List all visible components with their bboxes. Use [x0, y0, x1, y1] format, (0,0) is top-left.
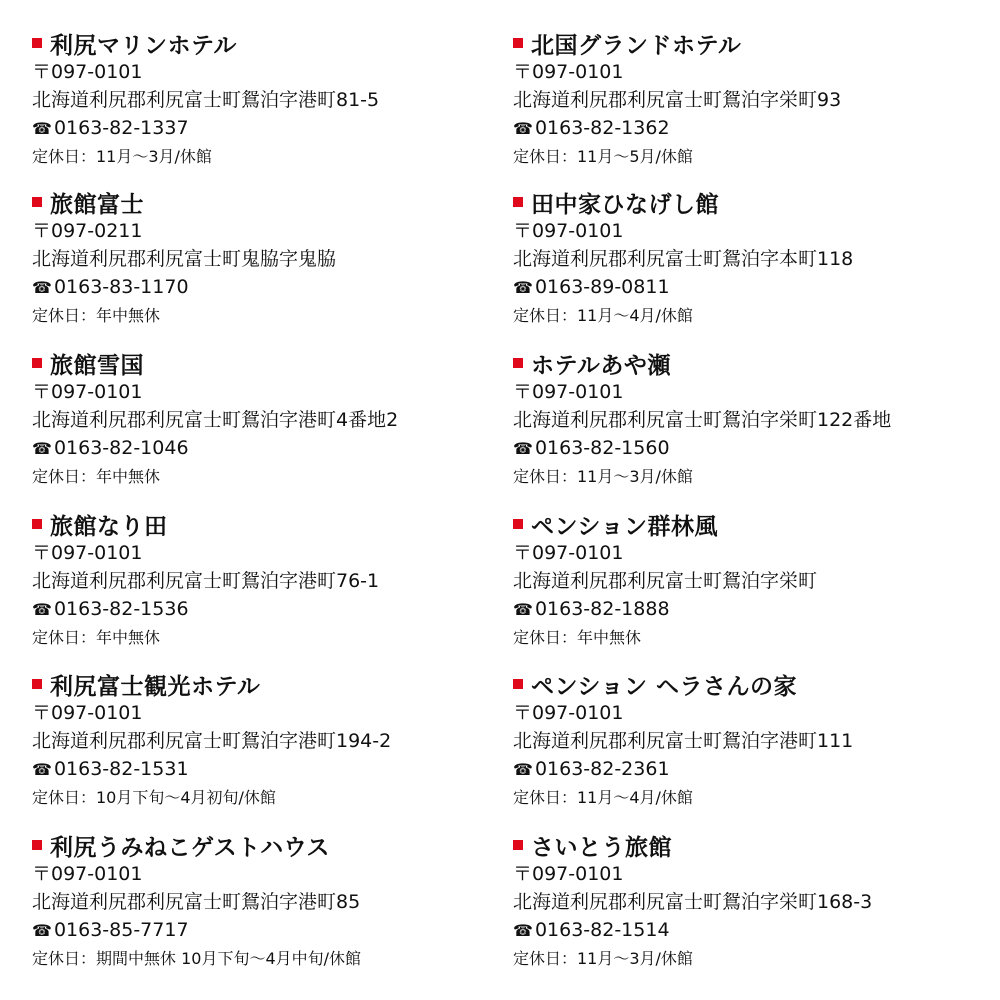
holiday-info: 定休日：11月～5月/休館 — [513, 147, 693, 166]
holiday-info: 定休日：11月～4月/休館 — [513, 306, 693, 325]
phone-number — [513, 434, 983, 462]
telephone-icon: ☎ — [513, 119, 533, 138]
hotel-card — [513, 348, 983, 492]
phone-number — [32, 916, 502, 944]
phone-number — [513, 273, 983, 301]
address: 北海道利尻郡利尻富士町鴛泊字栄町93 — [513, 89, 842, 111]
telephone-icon: ☎ — [513, 921, 533, 940]
address: 北海道利尻郡利尻富士町鴛泊字港町85 — [32, 891, 361, 913]
telephone-icon: ☎ — [513, 760, 533, 779]
hotel-card — [32, 669, 502, 813]
phone-number — [513, 755, 983, 783]
address: 北海道利尻郡利尻富士町鴛泊字栄町168-3 — [513, 891, 873, 913]
address: 北海道利尻郡利尻富士町鴛泊字港町76-1 — [32, 570, 380, 592]
phone-text: 0163-85-7717 — [53, 919, 189, 941]
hotel-card — [32, 509, 502, 653]
telephone-icon: ☎ — [513, 278, 533, 297]
red-square-bullet-icon — [513, 358, 523, 368]
postal-code: 〒097-0101 — [513, 381, 624, 403]
hotel-name-text: 旅館富士 — [50, 191, 144, 218]
red-square-bullet-icon — [513, 679, 523, 689]
hotel-name — [32, 509, 502, 539]
phone-number — [32, 434, 502, 462]
postal-code: 〒097-0101 — [32, 702, 143, 724]
red-square-bullet-icon — [32, 679, 42, 689]
hotel-name — [32, 669, 502, 699]
holiday-info: 定休日：年中無休 — [32, 467, 161, 486]
holiday-info: 定休日：11月～3月/休館 — [513, 467, 693, 486]
hotel-card — [32, 187, 502, 331]
phone-text: 0163-82-1046 — [53, 437, 189, 459]
postal-code: 〒097-0101 — [32, 381, 143, 403]
phone-text: 0163-83-1170 — [53, 276, 189, 298]
phone-number — [32, 273, 502, 301]
holiday-info: 定休日：年中無休 — [513, 628, 642, 647]
hotel-name-text: 田中家ひなげし館 — [531, 191, 719, 218]
hotel-card — [513, 509, 983, 653]
phone-text: 0163-82-1362 — [534, 117, 670, 139]
phone-number — [513, 595, 983, 623]
postal-code: 〒097-0101 — [513, 220, 624, 242]
hotel-name — [513, 509, 983, 539]
telephone-icon: ☎ — [32, 760, 52, 779]
postal-code: 〒097-0101 — [32, 61, 143, 83]
hotel-name — [513, 28, 983, 58]
hotel-name — [513, 348, 983, 378]
hotel-name-text: 利尻富士観光ホテル — [50, 673, 261, 700]
postal-code: 〒097-0101 — [513, 863, 624, 885]
address: 北海道利尻郡利尻富士町鴛泊字港町194-2 — [32, 730, 392, 752]
telephone-icon: ☎ — [513, 439, 533, 458]
holiday-info: 定休日：年中無休 — [32, 628, 161, 647]
red-square-bullet-icon — [513, 197, 523, 207]
postal-code: 〒097-0101 — [32, 863, 143, 885]
telephone-icon: ☎ — [32, 600, 52, 619]
phone-text: 0163-82-1888 — [534, 598, 670, 620]
hotel-name — [32, 830, 502, 860]
postal-code: 〒097-0211 — [32, 220, 143, 242]
holiday-info: 定休日：年中無休 — [32, 306, 161, 325]
phone-text: 0163-82-1514 — [534, 919, 670, 941]
telephone-icon: ☎ — [32, 278, 52, 297]
phone-number — [32, 114, 502, 142]
address: 北海道利尻郡利尻富士町鴛泊字港町4番地2 — [32, 409, 399, 431]
hotel-name-text: ペンション群林風 — [531, 513, 718, 540]
address: 北海道利尻郡利尻富士町鴛泊字栄町 — [513, 570, 818, 592]
hotel-name-text: 旅館雪国 — [50, 352, 144, 379]
red-square-bullet-icon — [32, 840, 42, 850]
hotel-card — [513, 669, 983, 813]
address: 北海道利尻郡利尻富士町鴛泊字栄町122番地 — [513, 409, 892, 431]
phone-text: 0163-89-0811 — [534, 276, 670, 298]
hotel-name-text: 利尻うみねこゲストハウス — [50, 834, 330, 861]
red-square-bullet-icon — [32, 358, 42, 368]
hotel-name — [32, 28, 502, 58]
red-square-bullet-icon — [513, 840, 523, 850]
hotel-name-text: 北国グランドホテル — [531, 32, 742, 59]
hotel-name — [513, 830, 983, 860]
telephone-icon: ☎ — [32, 921, 52, 940]
hotel-name-text: さいとう旅館 — [531, 834, 672, 861]
red-square-bullet-icon — [513, 519, 523, 529]
hotel-card — [32, 830, 502, 974]
hotel-card — [32, 348, 502, 492]
telephone-icon: ☎ — [32, 439, 52, 458]
address: 北海道利尻郡利尻富士町鴛泊字港町81-5 — [32, 89, 380, 111]
phone-number — [32, 595, 502, 623]
holiday-info: 定休日：期間中無休 10月下旬～4月中旬/休館 — [32, 949, 362, 968]
phone-number — [513, 114, 983, 142]
telephone-icon: ☎ — [32, 119, 52, 138]
phone-number — [32, 755, 502, 783]
hotel-card — [513, 830, 983, 974]
hotel-name-text: 利尻マリンホテル — [50, 32, 237, 59]
postal-code: 〒097-0101 — [513, 542, 624, 564]
red-square-bullet-icon — [32, 38, 42, 48]
address: 北海道利尻郡利尻富士町鬼脇字鬼脇 — [32, 248, 337, 270]
hotel-name-text: ペンション ヘラさんの家 — [531, 673, 797, 700]
red-square-bullet-icon — [513, 38, 523, 48]
postal-code: 〒097-0101 — [513, 61, 624, 83]
phone-text: 0163-82-1531 — [53, 758, 189, 780]
phone-text: 0163-82-1337 — [53, 117, 189, 139]
hotel-card — [513, 28, 983, 172]
hotel-name — [513, 669, 983, 699]
holiday-info: 定休日：11月～3月/休館 — [513, 949, 693, 968]
hotel-name — [32, 348, 502, 378]
hotel-name-text: 旅館なり田 — [50, 513, 168, 540]
holiday-info: 定休日：11月～3月/休館 — [32, 147, 212, 166]
holiday-info: 定休日：11月～4月/休館 — [513, 788, 693, 807]
postal-code: 〒097-0101 — [32, 542, 143, 564]
hotel-name-text: ホテルあや瀬 — [531, 352, 671, 379]
phone-number — [513, 916, 983, 944]
hotel-card — [32, 28, 502, 172]
phone-text: 0163-82-1560 — [534, 437, 670, 459]
address: 北海道利尻郡利尻富士町鴛泊字港町111 — [513, 730, 854, 752]
red-square-bullet-icon — [32, 197, 42, 207]
red-square-bullet-icon — [32, 519, 42, 529]
telephone-icon: ☎ — [513, 600, 533, 619]
postal-code: 〒097-0101 — [513, 702, 624, 724]
hotel-name — [32, 187, 502, 217]
address: 北海道利尻郡利尻富士町鴛泊字本町118 — [513, 248, 854, 270]
hotel-card — [513, 187, 983, 331]
holiday-info: 定休日：10月下旬～4月初旬/休館 — [32, 788, 276, 807]
phone-text: 0163-82-1536 — [53, 598, 189, 620]
hotel-name — [513, 187, 983, 217]
phone-text: 0163-82-2361 — [534, 758, 670, 780]
